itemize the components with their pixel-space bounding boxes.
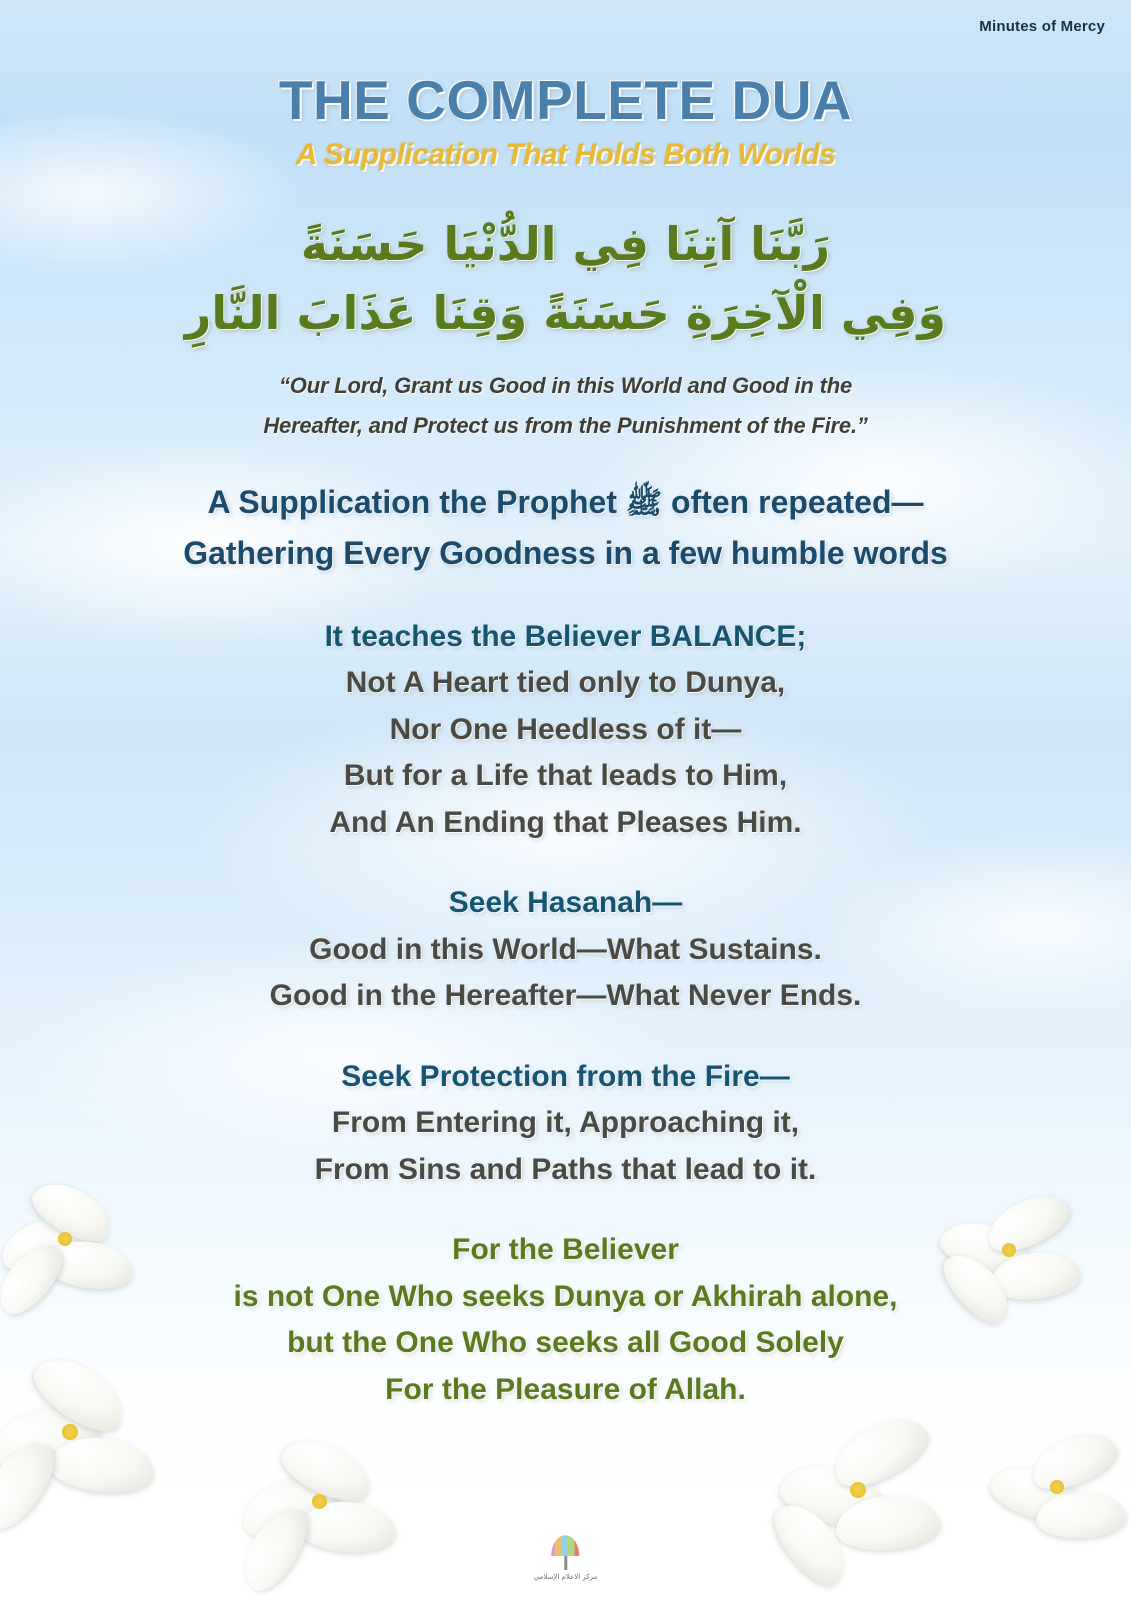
footer-logo bbox=[534, 1522, 597, 1582]
block-protection-line-1: From Entering it, Approaching it, bbox=[331, 1106, 800, 1139]
pbuh-glyph-icon: ﷺ bbox=[625, 486, 663, 522]
logo-stem-icon bbox=[564, 1556, 567, 1570]
brand-label: Minutes of Mercy bbox=[979, 18, 1105, 35]
block-believer-line-1: is not One Who seeks Dunya or Akhirah alone, bbox=[233, 1279, 898, 1313]
block-hasanah-line-1: Good in this World—What Sustains. bbox=[309, 932, 822, 966]
block-protection bbox=[0, 1054, 1131, 1194]
block-believer-line-3: For the Pleasure of Allah. bbox=[385, 1372, 746, 1406]
block-believer bbox=[0, 1227, 1131, 1413]
flower-decoration-right-lower bbox=[760, 1420, 990, 1600]
block-balance-line-1: Not A Heart tied only to Dunya, bbox=[345, 666, 786, 699]
block-hasanah bbox=[0, 880, 1131, 1020]
fan-logo-icon bbox=[542, 1522, 588, 1556]
block-hasanah-heading: Seek Hasanah— bbox=[448, 886, 683, 919]
block-believer-heading: For the Believer bbox=[452, 1233, 679, 1266]
block-hasanah-line-2: Good in the Hereafter—What Never Ends. bbox=[269, 979, 862, 1012]
arabic-line-2: وَفِي الْآخِرَةِ حَسَنَةً وَقِنَا عَذَابَ النَّارِ bbox=[184, 285, 947, 340]
block-balance-line-3: But for a Life that leads to Him, bbox=[343, 759, 788, 792]
block-balance bbox=[0, 614, 1131, 847]
block-balance-line-4: And An Ending that Pleases Him. bbox=[329, 805, 802, 839]
lead-line-1-after: often repeated— bbox=[662, 484, 924, 521]
footer-logo-text: مركز الاعلام الإسلامي bbox=[533, 1572, 598, 1581]
flower-decoration-center-lower bbox=[230, 1440, 430, 1600]
block-balance-line-2: Nor One Heedless of it— bbox=[389, 712, 742, 746]
translation-line-2: Hereafter, and Protect us from the Punishment of the Fire.” bbox=[263, 413, 868, 439]
flower-decoration-far-right bbox=[980, 1430, 1131, 1590]
translation-text bbox=[0, 366, 1131, 447]
page-title: THE COMPLETE DUA bbox=[278, 69, 853, 131]
block-protection-line-2: From Sins and Paths that lead to it. bbox=[314, 1152, 817, 1186]
page-subtitle: A Supplication That Holds Both Worlds bbox=[295, 137, 836, 171]
block-balance-heading: It teaches the Believer BALANCE; bbox=[324, 619, 807, 653]
lead-line-2: Gathering Every Goodness in a few humble words bbox=[183, 535, 948, 572]
arabic-dua bbox=[0, 210, 1131, 348]
translation-line-1: “Our Lord, Grant us Good in this World and Good in the bbox=[279, 372, 852, 398]
arabic-line-1: رَبَّنَا آتِنَا فِي الدُّنْيَا حَسَنَةً bbox=[300, 216, 831, 271]
lead-line-1 bbox=[60, 477, 1071, 528]
lead-paragraph bbox=[0, 477, 1131, 579]
lead-line-1-before: A Supplication the Prophet bbox=[207, 484, 626, 521]
block-believer-line-2: but the One Who seeks all Good Solely bbox=[287, 1326, 844, 1359]
block-protection-heading: Seek Protection from the Fire— bbox=[341, 1059, 790, 1093]
